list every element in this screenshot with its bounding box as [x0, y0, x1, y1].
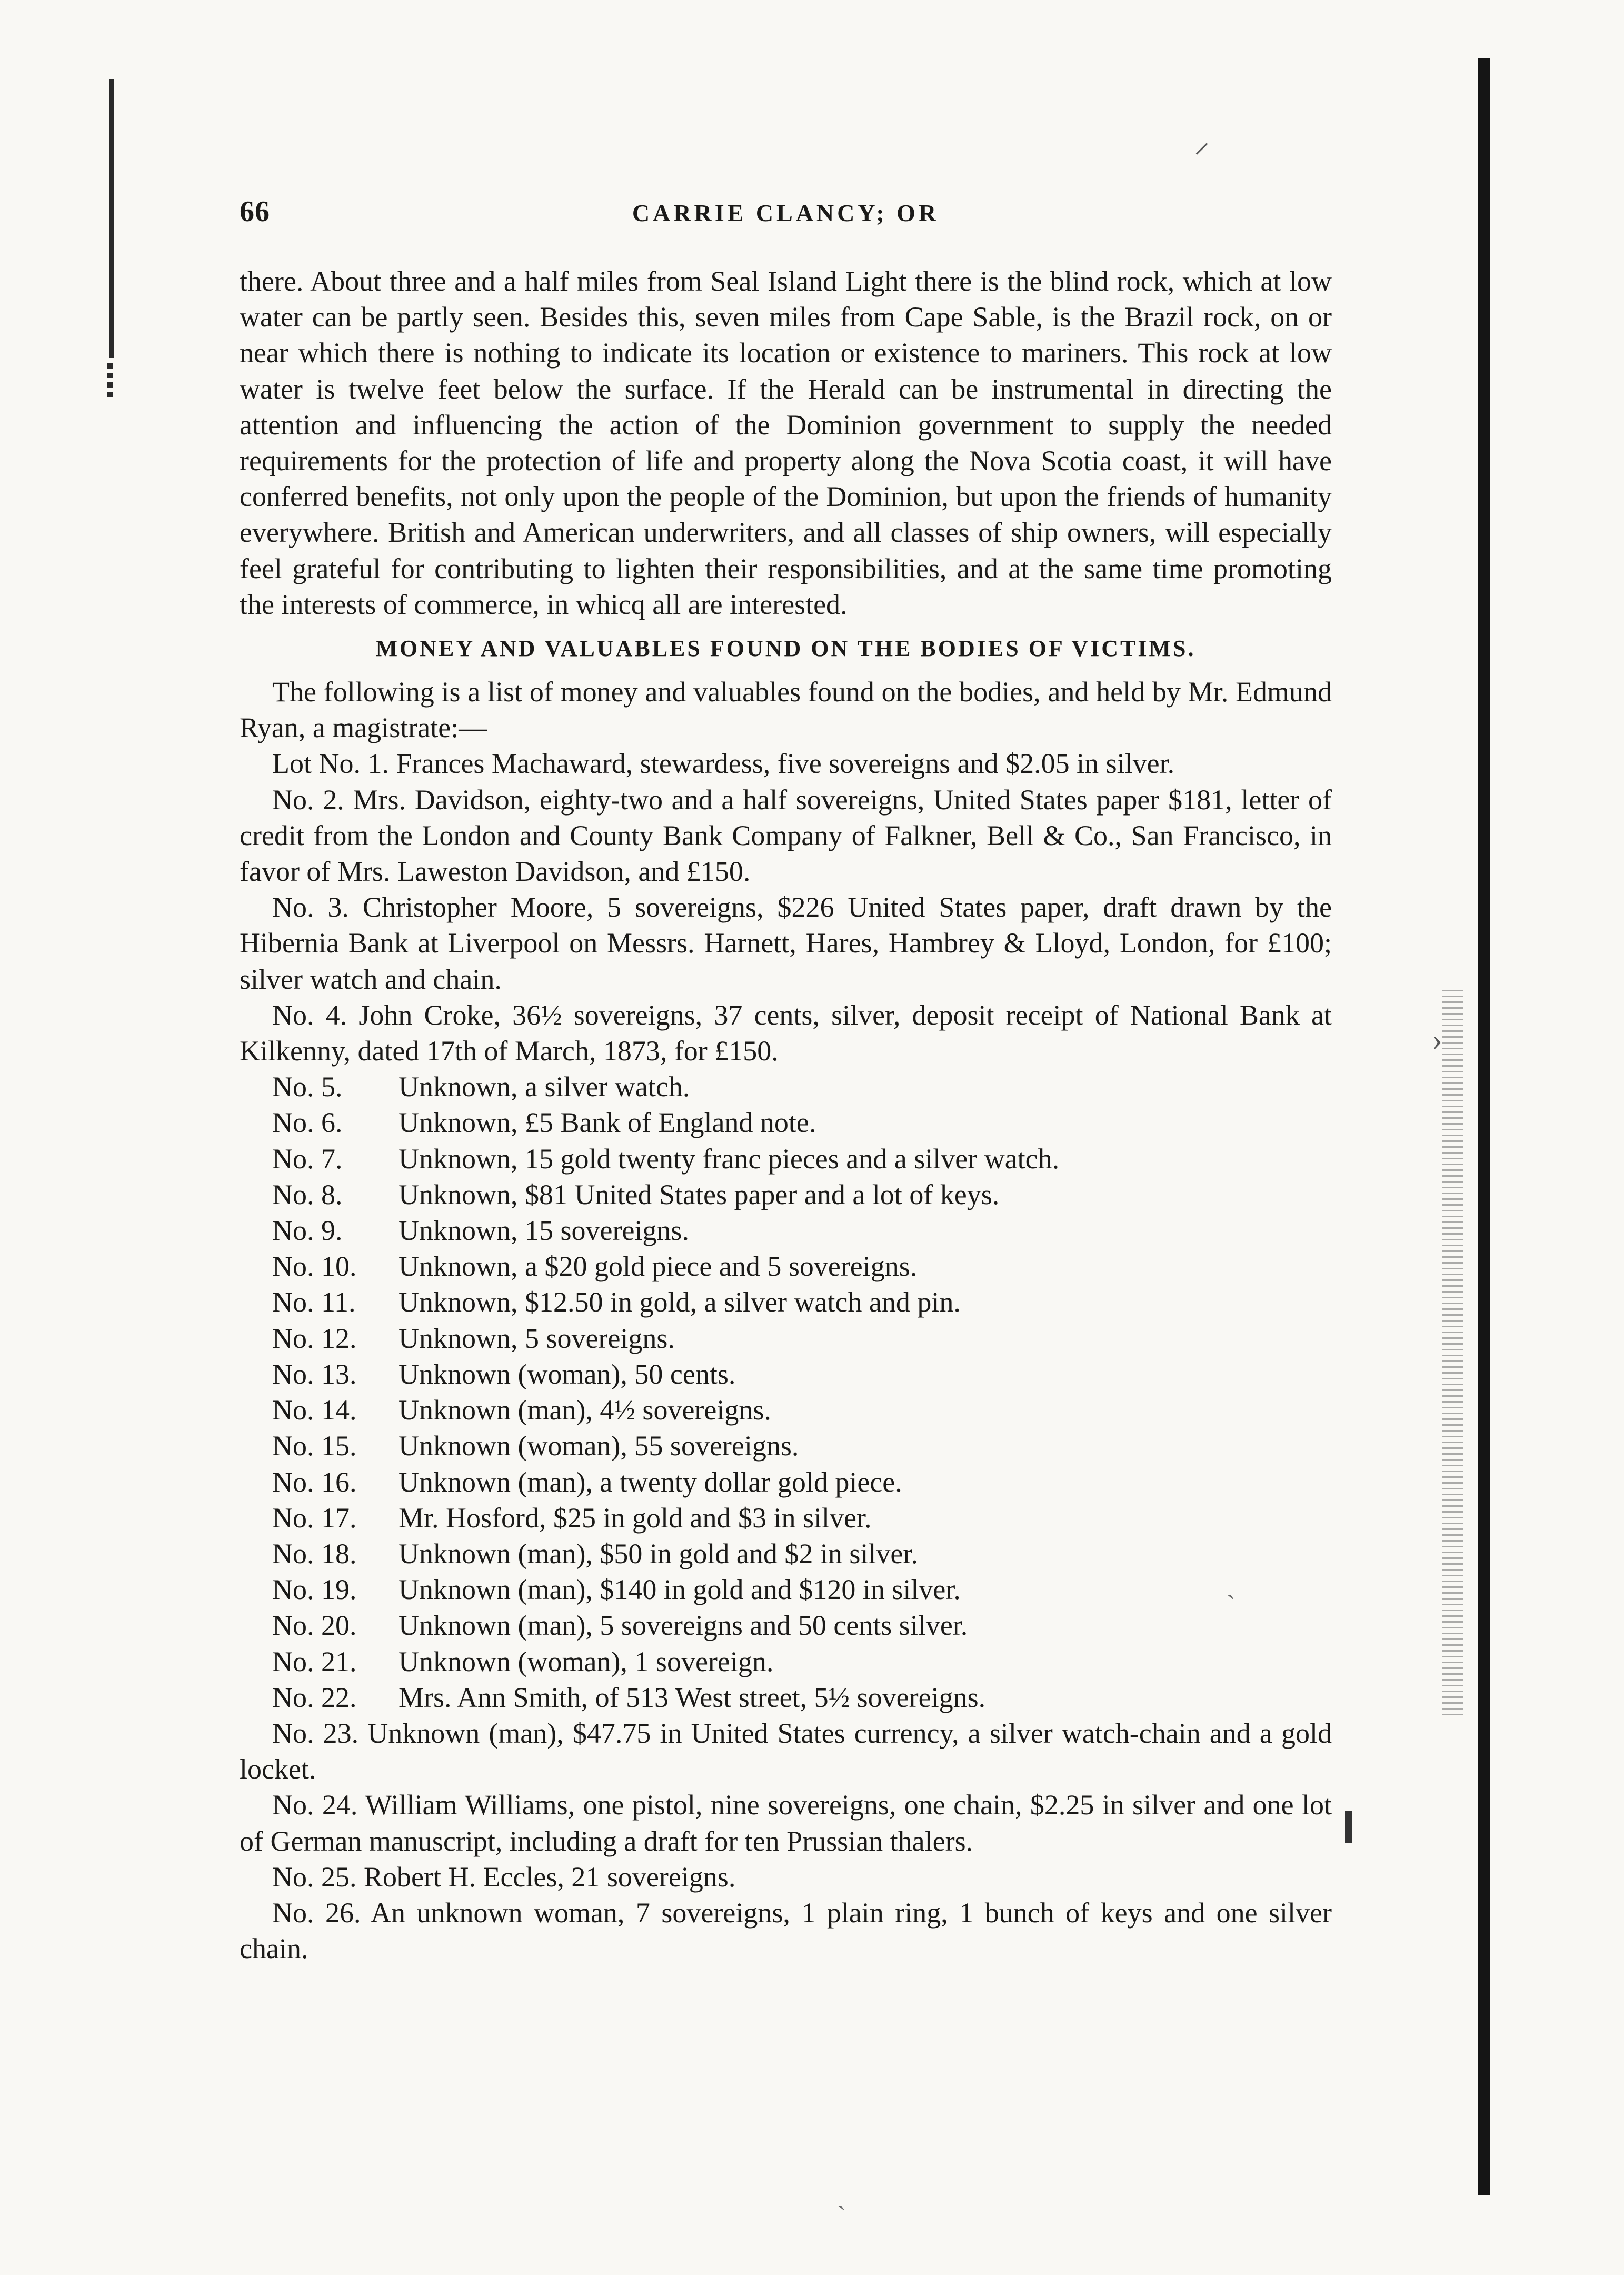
lot-text: An unknown woman, 7 sovereigns, 1 plain ring, 1 bunch of keys and one silver chain. [240, 1896, 1332, 1965]
lot-label: No. 16. [272, 1466, 357, 1498]
lot-text: Unknown (man), a twenty dollar gold piece. [398, 1466, 902, 1498]
lot-item [240, 1536, 1332, 1572]
lot-item [240, 1572, 1332, 1607]
lot-item [240, 1320, 1332, 1356]
lot-text: Unknown, $12.50 in gold, a silver watch and pin. [398, 1286, 961, 1318]
lot-item [240, 746, 1332, 781]
lot-item [240, 1500, 1332, 1536]
lot-text: William Williams, one pistol, nine sovereigns, one chain, $2.25 in silver and one lot of German manuscript, including a draft for ten Prussian thalers. [240, 1789, 1332, 1857]
lot-text: Unknown (woman), 50 cents. [398, 1358, 736, 1390]
lot-label: No. 8. [272, 1178, 343, 1210]
lot-text: Unknown (woman), 1 sovereign. [398, 1645, 774, 1677]
left-margin-scan-line [109, 79, 114, 358]
lot-label: No. 11. [272, 1286, 356, 1318]
lot-label: No. 21. [272, 1645, 357, 1677]
binding-edge-shadow [1478, 58, 1490, 2195]
lot-label: No. 3. [272, 891, 349, 923]
lot-label: No. 19. [272, 1574, 357, 1606]
lot-text: Mrs. Ann Smith, of 513 West street, 5½ sovereigns. [398, 1681, 986, 1713]
lot-text: Christopher Moore, 5 sovereigns, $226 United States paper, draft drawn by the Hibernia Bank at Liverpool on Messrs. Harnett, Hares, Hambrey & Lloyd, London, for £100; silver watch and chain. [240, 891, 1332, 995]
lot-item [240, 1607, 1332, 1643]
binding-scan-noise [1442, 990, 1463, 1716]
lot-text: Unknown, a silver watch. [398, 1071, 690, 1103]
section-heading: MONEY AND VALUABLES FOUND ON THE BODIES OF VICTIMS. [375, 635, 1196, 662]
lot-item [240, 1859, 1332, 1895]
lot-text: Unknown, 15 sovereigns. [398, 1215, 689, 1247]
lot-label: No. 5. [272, 1071, 343, 1103]
lot-item [240, 1069, 1332, 1105]
lot-text: John Croke, 36½ sovereigns, 37 cents, silver, deposit receipt of National Bank at Kilkenny, dated 17th of March, 1873, for £150. [240, 999, 1332, 1067]
lot-item [240, 1464, 1332, 1500]
lot-text: Unknown, 5 sovereigns. [398, 1322, 675, 1354]
lot-label: No. 24. [272, 1789, 358, 1821]
lot-label: No. 17. [272, 1502, 357, 1534]
lot-label: No. 9. [272, 1215, 343, 1247]
lot-item [240, 1680, 1332, 1715]
lot-label: No. 20. [272, 1610, 357, 1642]
lot-item [240, 782, 1332, 890]
lot-label: No. 14. [272, 1394, 357, 1426]
lot-item [240, 997, 1332, 1069]
lot-label: No. 13. [272, 1358, 357, 1390]
pencil-mark-top-right: ⸝ [1194, 124, 1210, 159]
lot-item [240, 1356, 1332, 1392]
lot-label: No. 10. [272, 1250, 357, 1283]
lot-label: No. 4. [272, 999, 347, 1031]
lot-item [240, 1248, 1332, 1284]
lot-text: Frances Machaward, stewardess, five sovereigns and $2.05 in silver. [396, 748, 1175, 780]
lot-text: Mrs. Davidson, eighty-two and a half sovereigns, United States paper $181, letter of credit from the London and County Bank Company of Falkner, Bell & Co., San Francisco, in favor of Mrs. Laweston Davidson, and £150. [240, 783, 1332, 888]
list-intro: The following is a list of money and valuables found on the bodies, and held by Mr. Edmund Ryan, a magistrate:— [240, 676, 1332, 744]
margin-ink-mark [1345, 1811, 1352, 1843]
tail-lots-list [240, 1715, 1332, 1966]
lot-label: No. 7. [272, 1143, 343, 1175]
lot-label: No. 22. [272, 1681, 357, 1713]
lot-text: Unknown, 15 gold twenty franc pieces and a silver watch. [398, 1143, 1060, 1175]
intro-paragraph: there. About three and a half miles from Seal Island Light there is the blind rock, which at low water can be partly seen. Besides this, seven miles from Cape Sable, is the Brazil rock, on or near which there is nothing to indicate its location or existence to mariners. This rock at low water is twelve feet below the surface. If the Herald can be instrumental in directing the attention and influencing the action of the Dominion government to supply the needed requirements for the protection of life and property along the Nova Scotia coast, it will have conferred benefits, not only upon the people of the Dominion, but upon the friends of humanity everywhere. British and American underwriters, and all classes of ship owners, will especially feel grateful for contributing to lighten their responsibilities, and at the same time promoting the interests of commerce, in whicq all are interested. [240, 265, 1332, 620]
lot-text: Unknown (man), $50 in gold and $2 in silver. [398, 1537, 918, 1569]
lot-label: No. 15. [272, 1430, 357, 1462]
page-body [240, 263, 1332, 1966]
lot-item [240, 1141, 1332, 1177]
lot-label: No. 23. [272, 1717, 359, 1749]
lot-item [240, 1715, 1332, 1787]
lot-text: Mr. Hosford, $25 in gold and $3 in silver. [398, 1502, 872, 1534]
lot-item [240, 1895, 1332, 1966]
lot-label: No. 6. [272, 1107, 343, 1139]
lot-item [240, 1787, 1332, 1859]
lot-item [240, 1213, 1332, 1248]
lot-label: Lot No. 1. [272, 748, 389, 780]
lot-text: Unknown, a $20 gold piece and 5 sovereigns. [398, 1250, 918, 1283]
lot-text: Unknown (man), $140 in gold and $120 in silver. [398, 1574, 961, 1606]
lot-text: Unknown (man), $47.75 in United States currency, a silver watch-chain and a gold locket. [240, 1717, 1332, 1785]
page-number: 66 [240, 195, 270, 228]
lots-list [240, 746, 1332, 1069]
running-head [240, 195, 1332, 237]
lot-text: Unknown (man), 4½ sovereigns. [398, 1394, 771, 1426]
short-lots-list [240, 1069, 1332, 1715]
lot-label: No. 2. [272, 783, 344, 816]
lot-text: Unknown (woman), 55 sovereigns. [398, 1430, 799, 1462]
lot-item [240, 1392, 1332, 1428]
lot-text: Unknown (man), 5 sovereigns and 50 cents silver. [398, 1610, 968, 1642]
lot-text: Robert H. Eccles, 21 sovereigns. [364, 1861, 736, 1893]
lot-item [240, 1284, 1332, 1320]
lot-item [240, 1177, 1332, 1213]
lot-label: No. 18. [272, 1537, 357, 1569]
running-title: CARRIE CLANCY; OR [632, 200, 940, 226]
lot-label: No. 26. [272, 1896, 361, 1929]
lot-text: Unknown, $81 United States paper and a lot of keys. [398, 1178, 1000, 1210]
stray-ink-mark: ˏ [837, 2180, 846, 2210]
lot-text: Unknown, £5 Bank of England note. [398, 1107, 816, 1139]
lot-label: No. 25. [272, 1861, 357, 1893]
lot-item [240, 1644, 1332, 1680]
lot-item [240, 1428, 1332, 1464]
lot-item [240, 889, 1332, 997]
margin-mark-right: › [1432, 1022, 1442, 1057]
left-margin-scan-dashes [107, 363, 113, 400]
lot-label: No. 12. [272, 1322, 357, 1354]
lot-item [240, 1105, 1332, 1140]
stray-ink-mark: ˎ [1227, 1569, 1236, 1599]
